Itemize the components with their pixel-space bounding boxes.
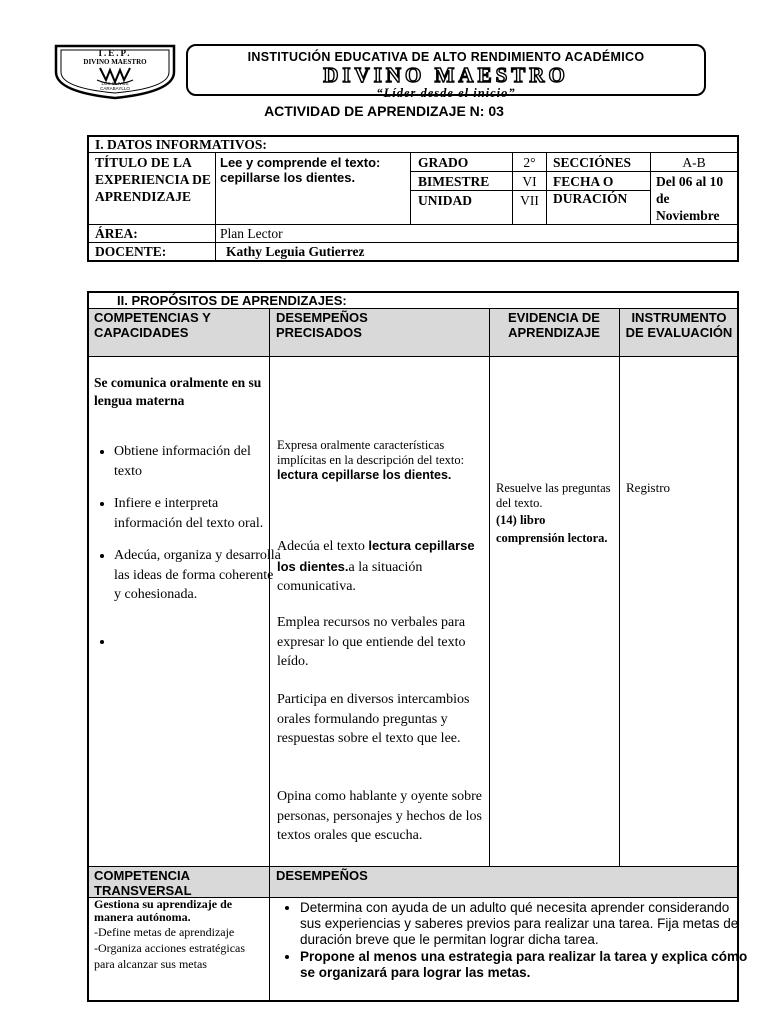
capacidad-item [114, 632, 282, 652]
school-name: DIVINO MAESTRO [323, 63, 569, 87]
desempeno-3: Emplea recursos no verbales para expresar lo que entiende del texto leído. [277, 615, 466, 669]
datos-heading: I. DATOS INFORMATIVOS: [95, 137, 267, 152]
secciones-label: SECCIÓNES [553, 155, 632, 170]
titulo-value: Lee y comprende el texto: cepillarse los dientes. [220, 155, 381, 185]
propositos-heading: II. PROPÓSITOS DE APRENDIZAJES: [117, 293, 347, 308]
institution-name: INSTITUCIÓN EDUCATIVA DE ALTO RENDIMIENTO ACADÉMICO [247, 50, 645, 64]
unidad-label: UNIDAD [418, 193, 472, 208]
desempeno-1: Expresa oralmente características implícitas en la descripción del texto: lectura cepillarse los dientes. [277, 438, 465, 482]
col-desempenos: DESEMPEÑOS PRECISADOS [276, 310, 368, 340]
transversal-desempeno-item: • Determina con ayuda de un adulto qué necesita aprender considerando sus experiencias y saberes previos para realizar una tarea. Fija metas de duración breve que le permitan lograr dicha tarea. [300, 900, 752, 948]
bimestre-label: BIMESTRE [418, 174, 490, 189]
desempeno-4: Participa en diversos intercambios orales formulando preguntas y respuestas sobre el texto que lee. [277, 692, 470, 746]
logo-text-top: I.E.P. [98, 48, 132, 58]
capacidad-item: • Adecúa, organiza y desarrolla las ideas de forma coherente y cohesionada. [114, 546, 282, 605]
bimestre-value: VI [522, 174, 537, 189]
evidencia-text: Resuelve las preguntas del texto. (14) libro comprensión lectora. [496, 481, 611, 545]
desempeno-2: Adecúa el texto lectura cepillarse los dientes.a la situación comunicativa. [277, 538, 475, 594]
capacidades-list [92, 442, 282, 651]
header-banner [186, 44, 706, 100]
area-value: Plan Lector [220, 226, 283, 241]
fecha-value: Del 06 al 10 de Noviembre [656, 174, 724, 223]
col-competencias: COMPETENCIAS Y CAPACIDADES [94, 310, 211, 340]
logo-text-mid: DIVINO MAESTRO [83, 58, 147, 66]
secciones-value: A-B [682, 155, 706, 170]
titulo-label: TÍTULO DE LA EXPERIENCIA DE APRENDIZAJE [95, 155, 211, 204]
transversal-desempeno-item: • Propone al menos una estrategia para realizar la tarea y explica cómo se organizará para lograr las metas. [300, 949, 752, 981]
capacidad-item: • Infiere e interpreta información del texto oral. [114, 494, 282, 533]
school-logo [52, 42, 178, 100]
transversal-competencia: Gestiona su aprendizaje de manera autónoma. -Define metas de aprendizaje -Organiza acciones estratégicas para alcanzar sus metas [94, 897, 246, 971]
transversal-desempenos-list [278, 900, 752, 981]
school-motto: “Líder desde el inicio” [376, 86, 516, 100]
fecha-label: FECHA O DURACIÓN [553, 174, 628, 206]
competencia-text: Se comunica oralmente en su lengua materna [94, 375, 262, 408]
col-desempenos-transversal: DESEMPEÑOS [276, 868, 368, 883]
desempeno-5: Opina como hablante y oyente sobre personas, personajes y hechos de los textos orales que escucha. [277, 789, 482, 843]
page-title: ACTIVIDAD DE APRENDIZAJE N: 03 [264, 103, 504, 119]
col-competencia-transversal: COMPETENCIA TRANSVERSAL [94, 868, 192, 898]
col-instrumento: INSTRUMENTO DE EVALUACIÓN [625, 310, 733, 340]
unidad-value: VII [520, 193, 539, 208]
instrumento-text: Registro [626, 480, 671, 495]
grado-value: 2° [523, 155, 536, 170]
docente-value: Kathy Leguia Gutierrez [226, 244, 365, 259]
grado-label: GRADO [418, 155, 469, 170]
logo-text-bottom2: CARABAYLLO [100, 86, 130, 91]
docente-label: DOCENTE: [95, 244, 167, 259]
col-evidencia: EVIDENCIA DE APRENDIZAJE [508, 310, 600, 340]
area-label: ÁREA: [95, 226, 138, 241]
logo-text-bottom: LOS OLIVOS [101, 81, 129, 86]
capacidad-item: • Obtiene información del texto [114, 442, 282, 481]
